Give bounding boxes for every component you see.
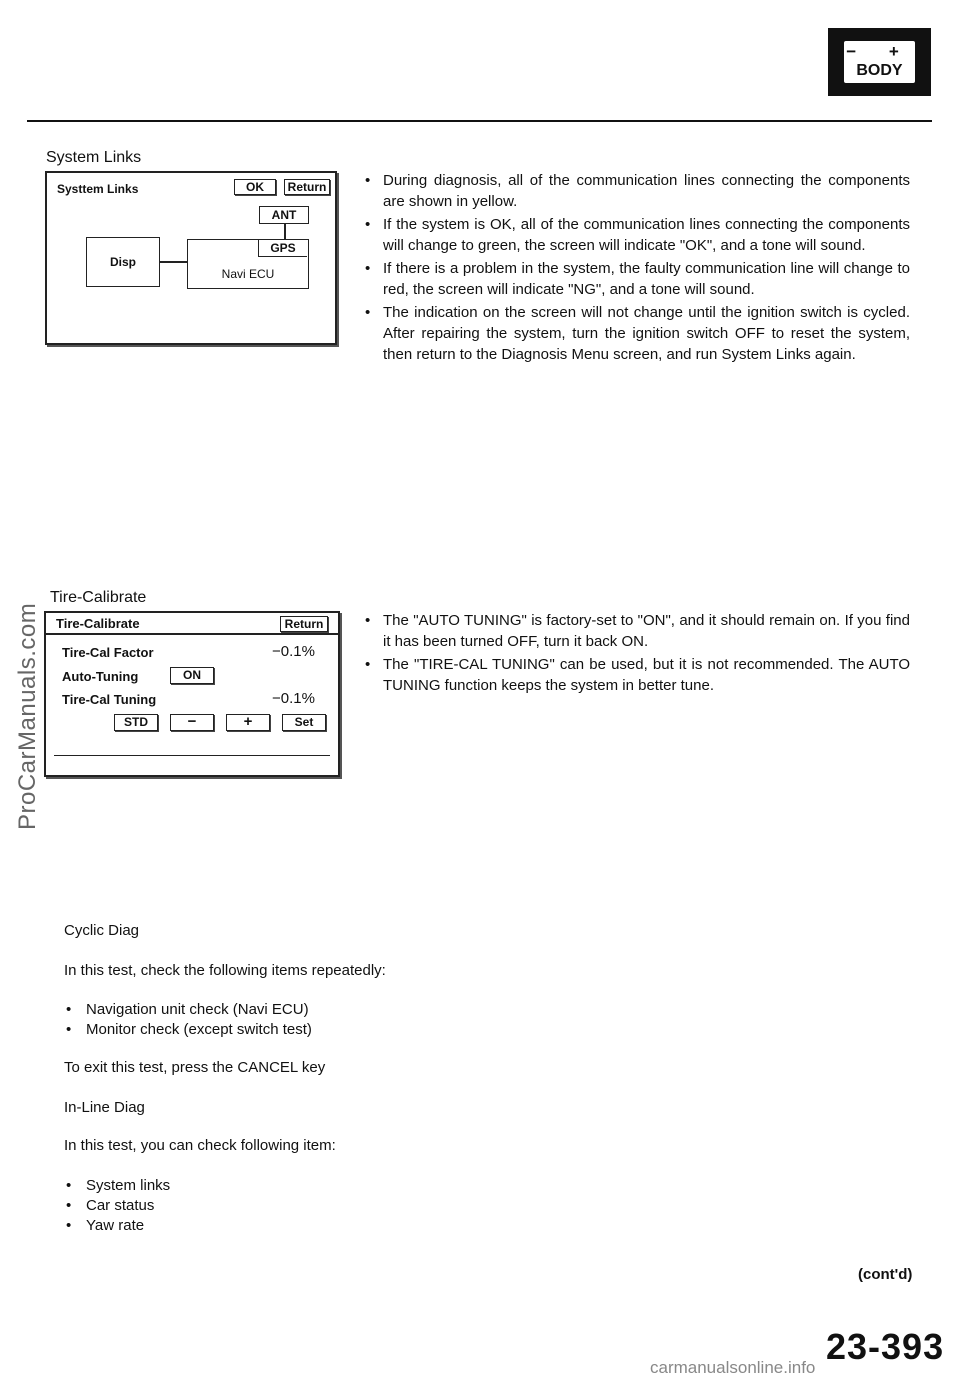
tire-calibrate-notes — [363, 610, 910, 698]
tire-calibrate-screen — [44, 611, 340, 777]
disp-box: Disp — [86, 237, 160, 287]
bullet: • — [66, 1177, 72, 1194]
watermark: ProCarManuals.com — [14, 602, 41, 830]
list-item: • Car status — [66, 1197, 155, 1214]
screen-title: Systtem Links — [57, 182, 139, 196]
auto-tuning-label: Auto-Tuning — [62, 669, 139, 684]
bullet: • — [365, 260, 371, 277]
return-button[interactable]: Return — [280, 616, 328, 632]
inline-diag-heading: In-Line Diag — [64, 1099, 145, 1116]
bottom-divider — [54, 755, 330, 756]
bullet: • — [66, 1217, 72, 1234]
title-divider — [46, 633, 338, 635]
cyclic-diag-items — [64, 1000, 312, 1040]
inline-diag-intro: In this test, you can check following item: — [64, 1137, 336, 1154]
badge-label: BODY — [856, 62, 903, 79]
bullet: • — [66, 1021, 72, 1038]
system-links-heading: System Links — [46, 149, 142, 166]
continued-label: (cont'd) — [858, 1266, 913, 1283]
cyclic-diag-exit-note: To exit this test, press the CANCEL key — [64, 1059, 326, 1076]
bullet: • — [365, 216, 371, 233]
body-section-badge — [828, 28, 931, 96]
bullet: • — [365, 172, 371, 189]
bullet: • — [365, 656, 371, 673]
list-item: • During diagnosis, all of the communication lines connecting the components are shown in yellow. — [365, 172, 910, 210]
header-rule — [27, 120, 932, 122]
cyclic-diag-intro: In this test, check the following items repeatedly: — [64, 962, 386, 979]
list-item: • Yaw rate — [66, 1217, 145, 1234]
bullet: • — [66, 1197, 72, 1214]
list-item: • System links — [66, 1177, 171, 1194]
system-links-notes — [363, 170, 910, 367]
system-links-screen — [45, 171, 337, 345]
list-item: • The "TIRE-CAL TUNING" can be used, but it is not recommended. The AUTO TUNING function keeps the system in better tune. — [365, 656, 910, 694]
tire-calibrate-heading: Tire-Calibrate — [50, 589, 147, 606]
battery-icon — [844, 41, 915, 83]
bullet: • — [365, 612, 371, 629]
list-item: • The "AUTO TUNING" is factory-set to "ON", and it should remain on. If you find it has been turned OFF, turn it back ON. — [365, 612, 910, 650]
page-number: 23-393 — [826, 1326, 945, 1367]
battery-terminals: − + — [846, 42, 913, 61]
list-item: • Navigation unit check (Navi ECU) — [66, 1001, 309, 1018]
list-item: • The indication on the screen will not change until the ignition switch is cycled. After repairing the system, turn the ignition switch OFF to reset the system, then return to the Diagnosis Menu screen, and run System Links again. — [365, 304, 910, 363]
inline-diag-items — [64, 1176, 170, 1236]
footer-site: carmanualsonline.info — [650, 1358, 816, 1377]
auto-tuning-toggle[interactable]: ON — [170, 667, 214, 684]
std-button[interactable]: STD — [114, 714, 158, 731]
tire-cal-tuning-label: Tire-Cal Tuning — [62, 692, 157, 707]
ant-box: ANT — [259, 206, 309, 224]
tire-cal-tuning-value: −0.1% — [272, 690, 315, 707]
list-item: • If there is a problem in the system, the faulty communication line will change to red, the screen will indicate "NG", and a tone will sound. — [365, 260, 910, 298]
bullet: • — [365, 304, 371, 321]
list-item: • If the system is OK, all of the communication lines connecting the components will change to green, the screen will indicate "OK", and a tone will sound. — [365, 216, 910, 254]
tire-cal-factor-label: Tire-Cal Factor — [62, 645, 154, 660]
cyclic-diag-heading: Cyclic Diag — [64, 922, 140, 939]
ok-button[interactable]: OK — [234, 179, 276, 195]
navi-ecu-label: Navi ECU — [221, 267, 275, 281]
tire-cal-factor-value: −0.1% — [272, 643, 315, 660]
set-button[interactable]: Set — [282, 714, 326, 731]
disp-link-line — [160, 261, 187, 263]
return-button[interactable]: Return — [284, 179, 330, 195]
list-item: • Monitor check (except switch test) — [66, 1021, 312, 1038]
screen-title: Tire-Calibrate — [56, 616, 140, 631]
minus-button[interactable]: − — [170, 714, 214, 731]
gps-box: GPS — [258, 240, 307, 257]
plus-button[interactable]: + — [226, 714, 270, 731]
navi-ecu-box — [187, 239, 309, 289]
bullet: • — [66, 1001, 72, 1018]
